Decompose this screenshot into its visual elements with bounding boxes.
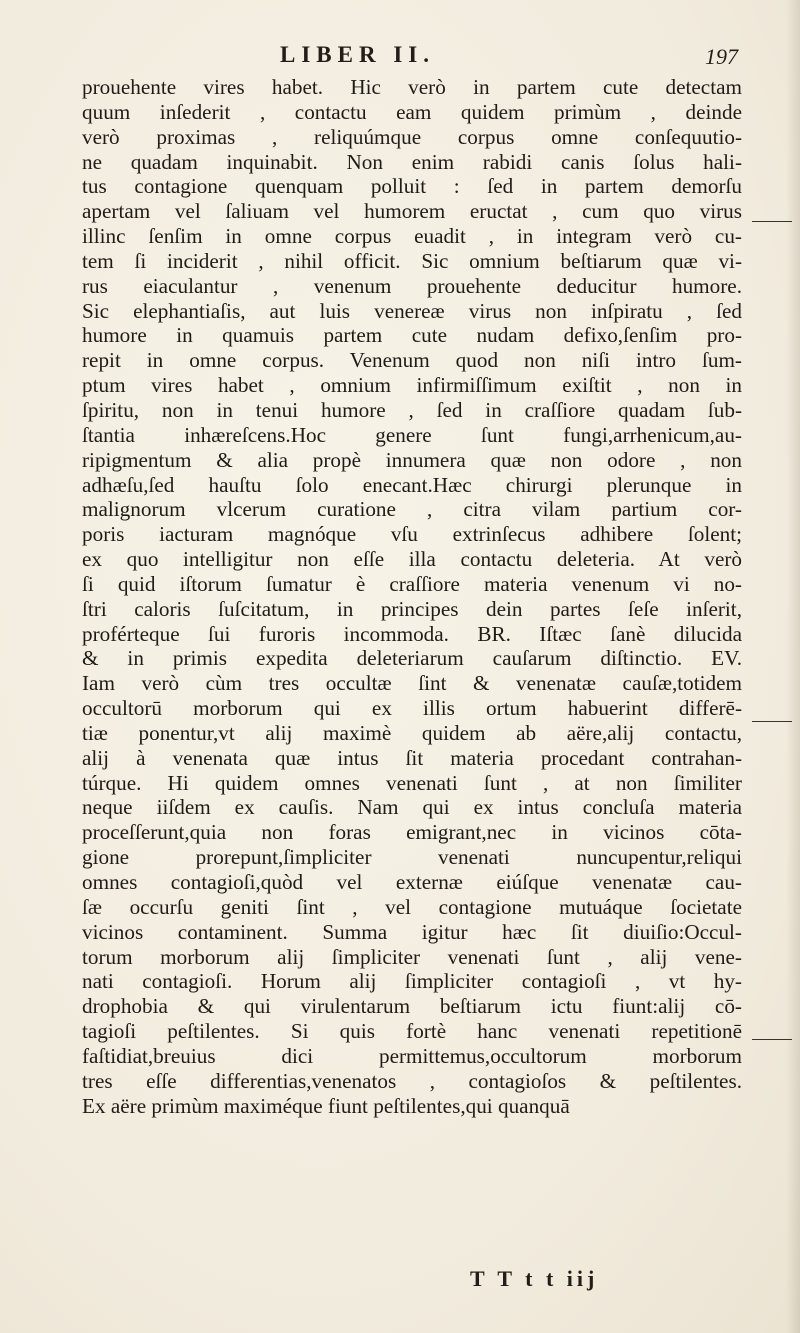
text-line: repit in omne corpus. Venenum quod non niſi intro ſum- xyxy=(82,348,742,373)
text-line: tagioſi peſtilentes. Si quis fortè hanc venenati repetitionē xyxy=(82,1019,742,1044)
text-line: alij à venenata quæ intus ſit materia procedant contrahan- xyxy=(82,745,742,770)
text-line: túrque. Hi quidem omnes venenati ſunt , at non ſimiliter xyxy=(82,770,742,795)
text-line: ſtri caloris ſuſcitatum, in principes dein partes ſeſe inſerit, xyxy=(82,596,742,621)
text-line: verò proximas , reliquúmque corpus omne conſequutio- xyxy=(82,124,742,149)
text-line: Iam verò cùm tres occultæ ſint & venenatæ cauſæ,totidem xyxy=(82,671,742,696)
text-line: gione prorepunt,ſimpliciter venenati nuncupentur,reliqui xyxy=(82,845,742,870)
text-line: tus contagione quenquam polluit : ſed in partem demorſu xyxy=(82,174,742,199)
text-line: proférteque ſui furoris incommoda. BR. Iſtæc ſanè dilucida xyxy=(82,621,742,646)
text-line: nati contagioſi. Horum alij ſimpliciter contagioſi , vt hy- xyxy=(82,969,742,994)
page-header xyxy=(0,42,800,78)
text-line: ſi quid iſtorum ſumatur è craſſiore materia venenum vi no- xyxy=(82,571,742,596)
text-line: ne quadam inquinabit. Non enim rabidi canis ſolus hali- xyxy=(82,149,742,174)
text-line: drophobia & qui virulentarum beſtiarum ictu fiunt:alij cō- xyxy=(82,994,742,1019)
text-line: ex quo intelligitur non eſſe illa contactu deleteria. At verò xyxy=(82,547,742,572)
text-line: apertam vel ſaliuam vel humorem eructat , cum quo virus xyxy=(82,199,742,224)
text-line: occultorū morborum qui ex illis ortum habuerint differē- xyxy=(82,696,742,721)
margin-rule xyxy=(752,1039,792,1040)
text-line: torum morborum alij ſimpliciter venenati ſunt , alij vene- xyxy=(82,944,742,969)
running-head: LIBER II. xyxy=(280,42,435,67)
text-line: ripigmentum & alia propè innumera quæ non odore , non xyxy=(82,447,742,472)
text-line: prouehente vires habet. Hic verò in partem cute detectam xyxy=(82,75,742,99)
signature-mark: T T t t iij xyxy=(470,1266,599,1291)
text-line: Ex aëre primùm maximéque fiunt peſtilentes,qui quanquā xyxy=(82,1093,570,1118)
page-gutter-shadow xyxy=(786,0,800,1333)
text-line: neque iiſdem ex cauſis. Nam qui ex intus concluſa materia xyxy=(82,795,742,820)
text-line: vicinos contaminent. Summa igitur hæc ſit diuiſio:Occul- xyxy=(82,919,742,944)
page-number: 197 xyxy=(705,44,738,69)
text-line: omnes contagioſi,quòd vel externæ eiúſque venenatæ cau- xyxy=(82,870,742,894)
text-line: rus eiaculantur , venenum prouehente deducitur humore. xyxy=(82,273,742,298)
text-line: & in primis expedita deleteriarum cauſarum diſtinctio. EV. xyxy=(82,646,742,671)
text-line: adhæſu,ſed hauſtu ſolo enecant.Hæc chirurgi plerunque in xyxy=(82,472,742,497)
margin-rule xyxy=(752,721,792,722)
text-line: tiæ ponentur,vt alij maximè quidem ab aëre,alij contactu, xyxy=(82,720,742,745)
text-line: illinc ſenſim in omne corpus euadit , in integram verò cu- xyxy=(82,224,742,249)
margin-rule xyxy=(752,221,792,222)
text-line: tres eſſe differentias,venenatos , contagioſos & peſtilentes. xyxy=(82,1068,742,1093)
text-line: faſtidiat,breuius dici permittemus,occultorum morborum xyxy=(82,1043,742,1068)
text-line: ſpiritu, non in tenui humore , ſed in craſſiore quadam ſub- xyxy=(82,397,742,422)
text-line: ptum vires habet , omnium infirmiſſimum exiſtit , non in xyxy=(82,373,742,398)
text-line: malignorum vlcerum curatione , citra vilam partium cor- xyxy=(82,497,742,522)
text-line: Sic elephantiaſis, aut luis venereæ virus non inſpiratu , ſed xyxy=(82,298,742,323)
text-line: quum inſederit , contactu eam quidem primùm , deinde xyxy=(82,99,742,124)
text-line: ſæ occurſu geniti ſint , vel contagione mutuáque ſocietate xyxy=(82,894,742,919)
text-line: poris iacturam magnóque vſu extrinſecus adhibere ſolent; xyxy=(82,522,742,547)
text-line: tem ſi inciderit , nihil officit. Sic omnium beſtiarum quæ vi- xyxy=(82,248,742,273)
body-text xyxy=(82,75,742,1118)
text-line: ſtantia inhæreſcens.Hoc genere ſunt fungi,arrhenicum,au- xyxy=(82,422,742,447)
text-line: humore in quamuis partem cute nudam defixo,ſenſim pro- xyxy=(82,323,742,348)
text-line: proceſſerunt,quia non foras emigrant,nec in vicinos cōta- xyxy=(82,820,742,845)
